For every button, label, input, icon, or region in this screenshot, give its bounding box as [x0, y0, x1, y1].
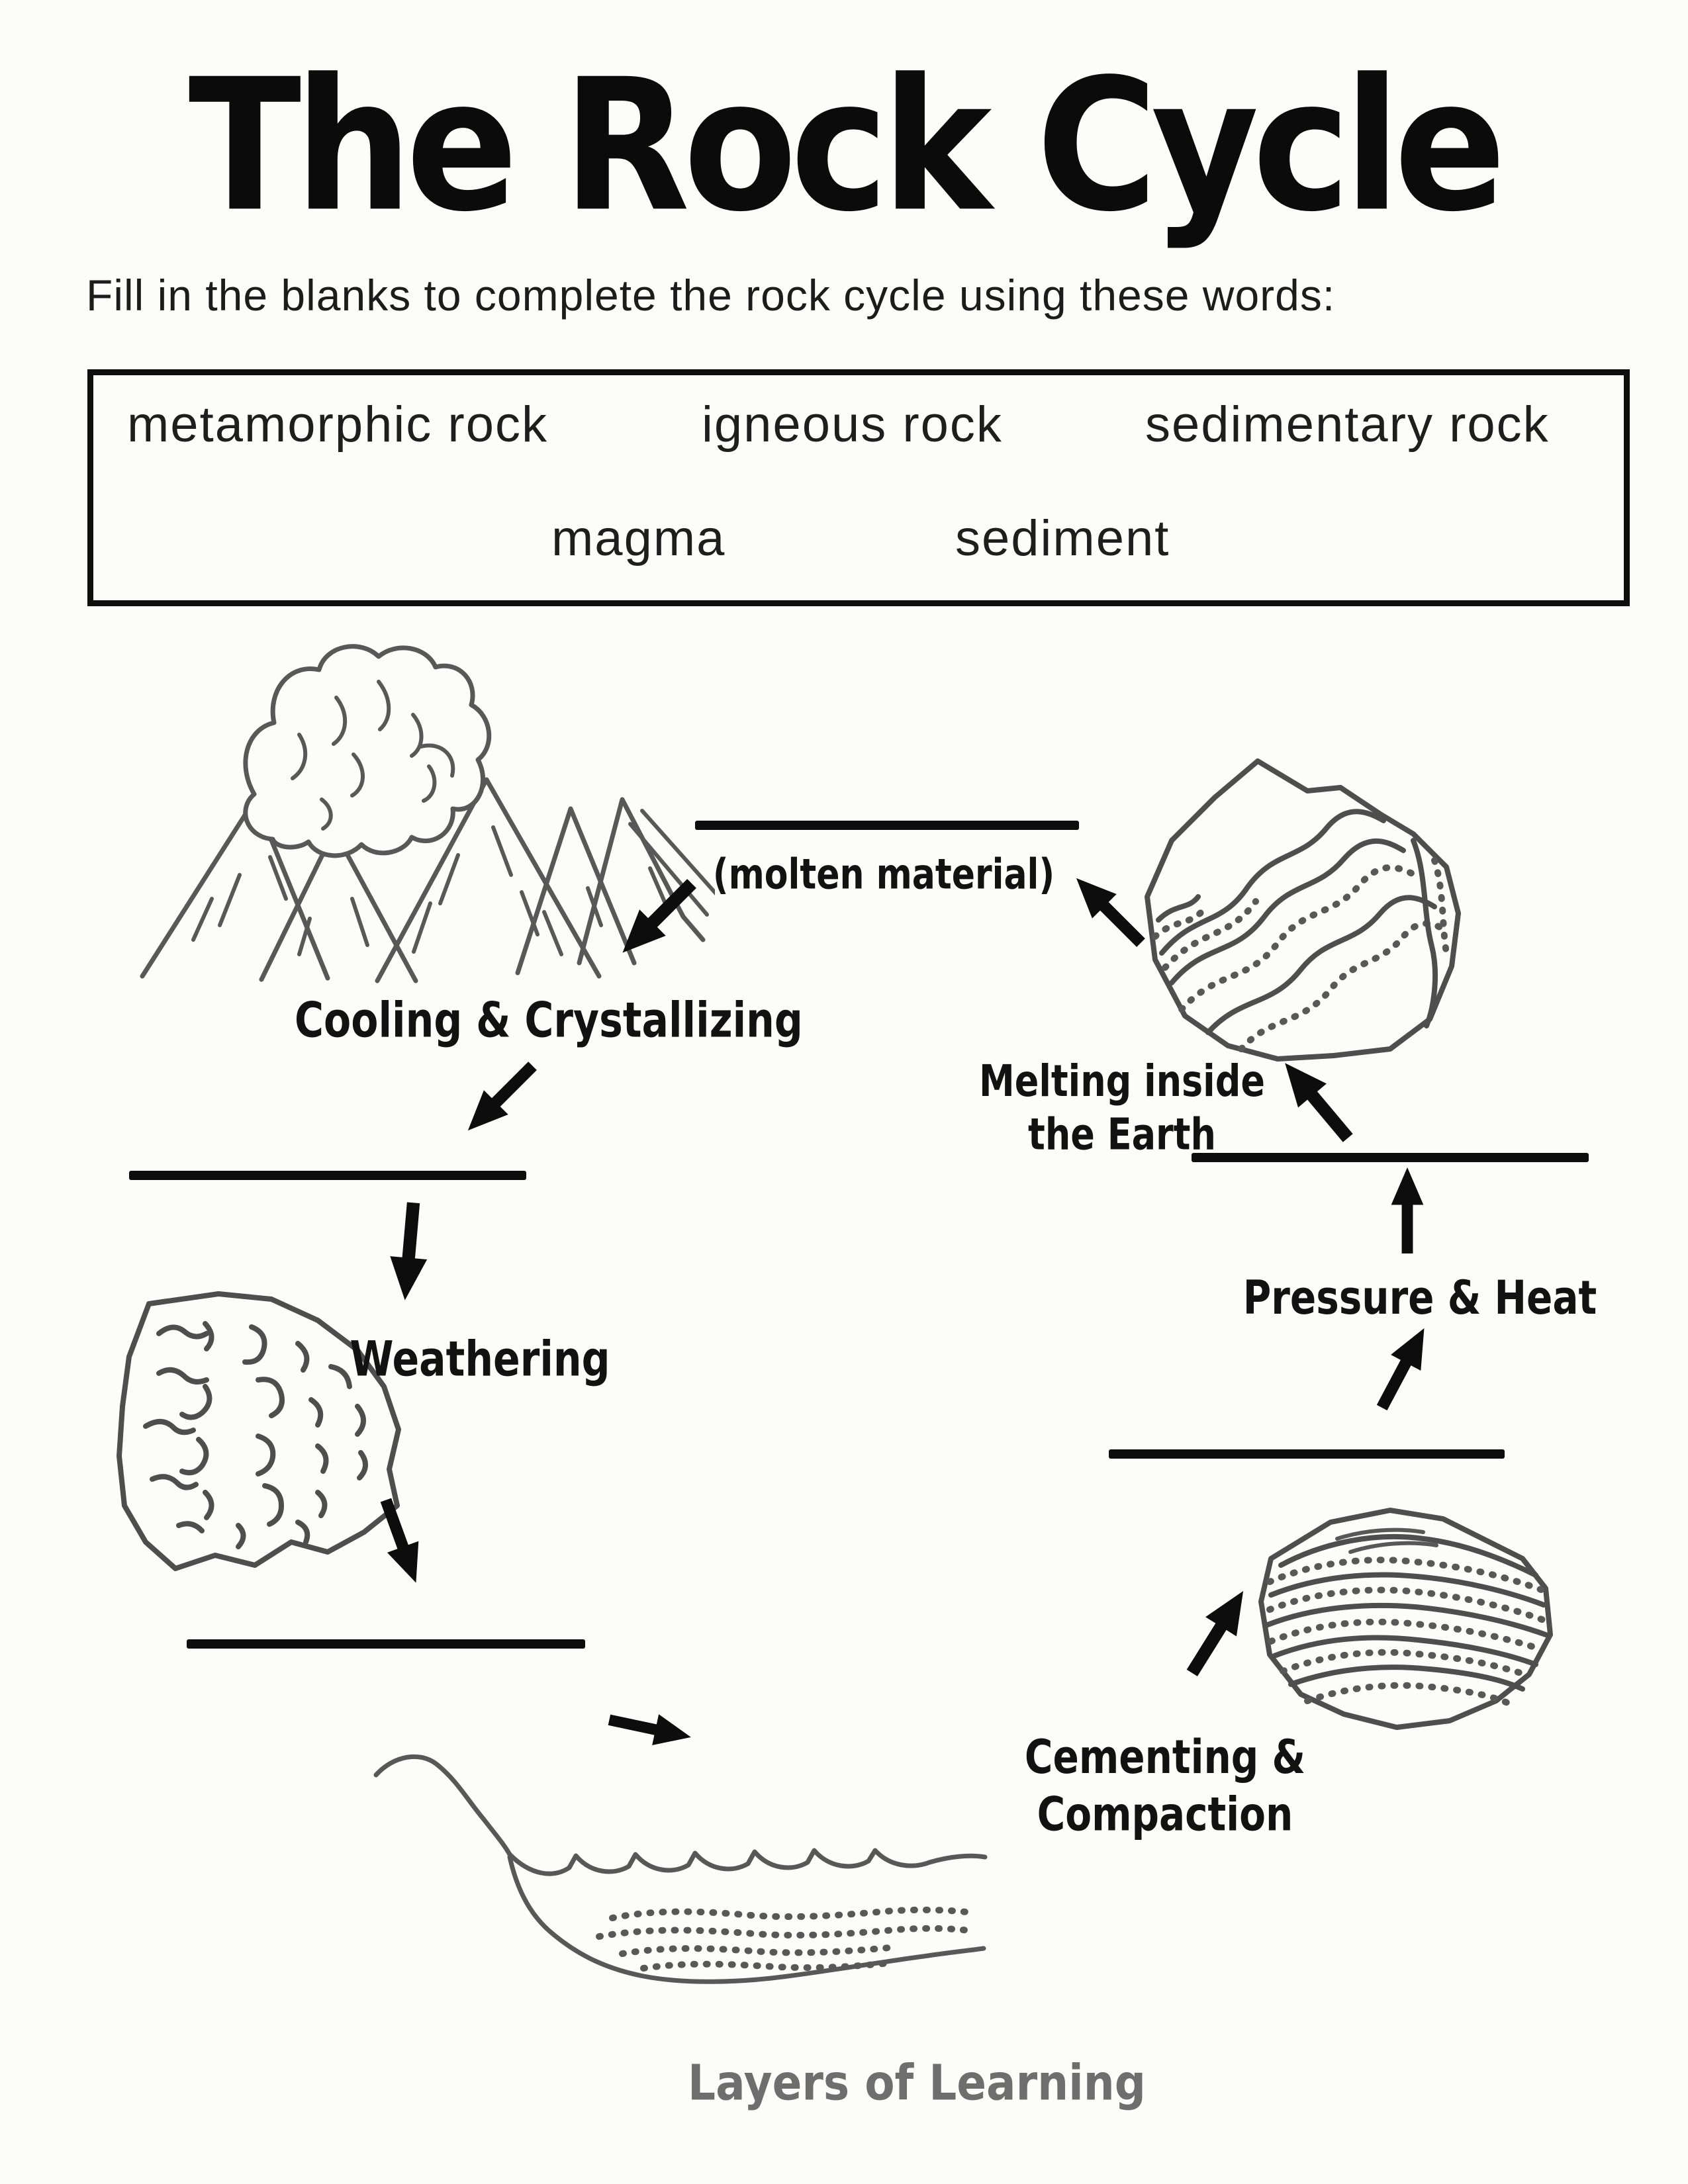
wave-line-icon	[510, 1850, 985, 1874]
cementing-label-line1: Cementing &	[1024, 1729, 1306, 1785]
instruction-text: Fill in the blanks to complete the rock cycle using these words:	[86, 271, 1336, 320]
blank-line-magma[interactable]	[695, 821, 1079, 830]
molten-material-note: (molten material)	[712, 850, 1055, 899]
sedimentary-rock-sketch	[1244, 1502, 1562, 1741]
word-bank-item-metamorphic-rock: metamorphic rock	[127, 396, 548, 453]
cementing-label-line2: Compaction	[1037, 1786, 1293, 1842]
blank-line-igneous-rock[interactable]	[129, 1171, 526, 1180]
word-bank-item-magma: magma	[551, 510, 726, 567]
blank-line-sedimentary-rock[interactable]	[1109, 1449, 1505, 1459]
sea-sediment-sketch	[357, 1741, 993, 2005]
arrow-cooling-to-igneous-icon	[452, 1051, 547, 1146]
arrow-igneous-blank-down-icon	[382, 1201, 436, 1303]
word-bank-item-sedimentary-rock: sedimentary rock	[1145, 396, 1550, 453]
blank-line-sediment[interactable]	[187, 1639, 585, 1649]
melting-label-line1: Melting inside	[979, 1056, 1265, 1107]
arrow-up-to-metamorphic-blank-icon	[1387, 1166, 1427, 1253]
weathering-label: Weathering	[350, 1331, 610, 1388]
word-bank-item-igneous-rock: igneous rock	[702, 396, 1003, 453]
pressure-heat-label: Pressure & Heat	[1243, 1270, 1597, 1326]
cooling-crystallizing-label: Cooling & Crystallizing	[295, 992, 803, 1049]
melting-label-line2: the Earth	[1028, 1109, 1216, 1160]
melting-inside-earth-label	[920, 1055, 1324, 1161]
word-bank-item-sediment: sediment	[955, 510, 1170, 567]
eruption-smoke-cloud-icon	[246, 647, 489, 856]
cementing-compaction-label	[963, 1729, 1367, 1843]
page-title: The Rock Cycle	[188, 40, 1500, 252]
footer-brand: Layers of Learning	[688, 2054, 1146, 2112]
arrow-sedimentary-to-pressure-icon	[1364, 1317, 1443, 1417]
metamorphic-rock-sketch	[1135, 754, 1466, 1066]
